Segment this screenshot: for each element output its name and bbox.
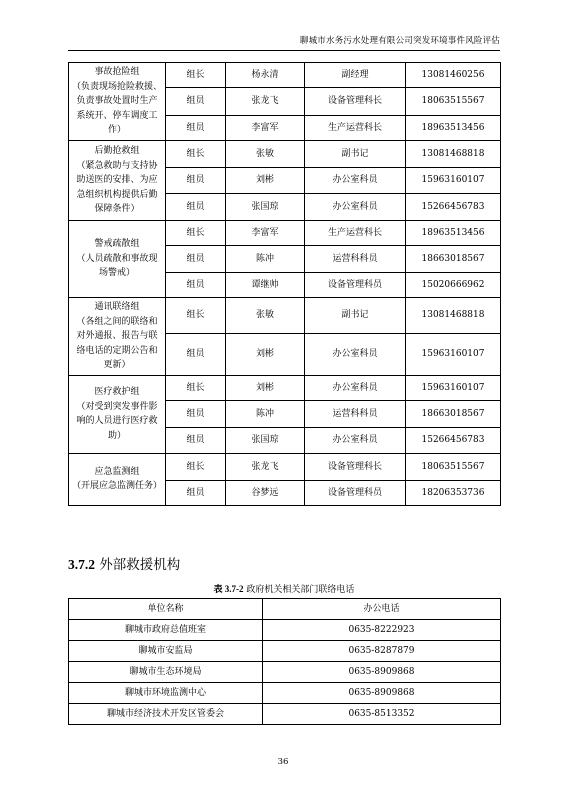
group-name-cell bbox=[69, 220, 166, 297]
member-title-cell: 办公室科员 bbox=[305, 333, 406, 375]
table-row bbox=[69, 297, 501, 333]
group-name-line: 助） bbox=[107, 431, 126, 442]
member-phone-cell: 15266456783 bbox=[406, 427, 501, 453]
table-row bbox=[69, 453, 501, 480]
member-phone-cell: 15963160107 bbox=[406, 167, 501, 193]
member-name-cell: 刘彬 bbox=[226, 167, 305, 193]
member-title-cell: 设备管理科长 bbox=[305, 88, 406, 115]
group-name-line: 响的人员进行医疗救 bbox=[76, 416, 158, 427]
member-title-cell: 副书记 bbox=[305, 140, 406, 167]
member-role-cell: 组员 bbox=[166, 427, 226, 453]
table-row bbox=[69, 704, 501, 725]
member-name-cell: 陈冲 bbox=[226, 245, 305, 272]
contact-unit-cell: 聊城市环境监测中心 bbox=[69, 683, 263, 704]
table-row bbox=[69, 620, 501, 641]
group-name-line: （人员疏散和事故现 bbox=[76, 253, 158, 264]
group-name-line: 应急监测组 bbox=[94, 466, 140, 477]
group-name-line: 负责事故处置时生产 bbox=[76, 96, 158, 107]
member-title-cell: 办公室科员 bbox=[305, 375, 406, 400]
group-name-cell bbox=[69, 140, 166, 220]
table-caption-text: 政府机关相关部门联络电话 bbox=[246, 585, 355, 595]
group-name-cell bbox=[69, 63, 166, 141]
group-name-line: （对受到突发事件影 bbox=[76, 401, 158, 412]
contact-phone-cell: 0635-8287879 bbox=[263, 641, 501, 662]
member-role-cell: 组员 bbox=[166, 333, 226, 375]
group-name-line: 保障条件） bbox=[94, 204, 140, 215]
member-name-cell: 李富军 bbox=[226, 220, 305, 245]
member-role-cell: 组员 bbox=[166, 88, 226, 115]
group-name-line: 急组织机构提供后勤 bbox=[76, 189, 158, 200]
member-role-cell: 组长 bbox=[166, 297, 226, 333]
page-number: 36 bbox=[277, 757, 289, 767]
section-heading bbox=[68, 556, 180, 574]
table-caption-number: 表 3.7-2 bbox=[213, 584, 244, 594]
member-phone-cell: 18963513456 bbox=[406, 115, 501, 140]
table-row bbox=[69, 220, 501, 245]
group-name-line: 警戒疏散组 bbox=[94, 239, 140, 250]
member-title-cell: 办公室科员 bbox=[305, 427, 406, 453]
member-role-cell: 组员 bbox=[166, 400, 226, 427]
group-name-line: 对外通报、报告与联 bbox=[76, 331, 158, 342]
table-row bbox=[69, 375, 501, 400]
group-name-line: （各组之间的联络和 bbox=[76, 316, 158, 327]
column-header-phone: 办公电话 bbox=[263, 599, 501, 620]
member-role-cell: 组员 bbox=[166, 245, 226, 272]
section-number: 3.7.2 bbox=[68, 557, 95, 572]
group-name-line: 后勤抢救组 bbox=[94, 145, 140, 156]
member-title-cell: 办公室科员 bbox=[305, 167, 406, 193]
member-name-cell: 谭继帅 bbox=[226, 272, 305, 297]
member-name-cell: 李富军 bbox=[226, 115, 305, 140]
member-title-cell: 副书记 bbox=[305, 297, 406, 333]
member-role-cell: 组员 bbox=[166, 115, 226, 140]
group-name-line: （紧急救助与支持协 bbox=[76, 160, 158, 171]
group-name-line: 场警戒） bbox=[98, 268, 135, 279]
member-phone-cell: 15020666962 bbox=[406, 272, 501, 297]
member-role-cell: 组员 bbox=[166, 193, 226, 220]
member-title-cell: 办公室科员 bbox=[305, 193, 406, 220]
member-name-cell: 张龙飞 bbox=[226, 88, 305, 115]
member-phone-cell: 18663018567 bbox=[406, 245, 501, 272]
member-phone-cell: 18063515567 bbox=[406, 453, 501, 480]
contact-unit-cell: 聊城市生态环境局 bbox=[69, 662, 263, 683]
contact-phone-cell: 0635-8909868 bbox=[263, 683, 501, 704]
member-phone-cell: 13081460256 bbox=[406, 63, 501, 88]
group-name-line: 助送医的安排、为应 bbox=[76, 175, 158, 186]
member-name-cell: 张龙飞 bbox=[226, 453, 305, 480]
member-title-cell: 运营科科员 bbox=[305, 245, 406, 272]
group-name-line: 作） bbox=[107, 125, 126, 136]
member-title-cell: 设备管理科员 bbox=[305, 480, 406, 505]
group-name-line: 医疗救护组 bbox=[94, 387, 140, 398]
member-phone-cell: 18963513456 bbox=[406, 220, 501, 245]
member-name-cell: 陈冲 bbox=[226, 400, 305, 427]
column-header-unit: 单位名称 bbox=[69, 599, 263, 620]
page-header: 聊城市水务污水处理有限公司突发环境事件风险评估 bbox=[68, 32, 500, 51]
table-row bbox=[69, 140, 501, 167]
member-phone-cell: 18206353736 bbox=[406, 480, 501, 505]
group-name-cell bbox=[69, 297, 166, 375]
member-name-cell: 刘彬 bbox=[226, 375, 305, 400]
group-name-line: （开展应急监测任务） bbox=[71, 481, 162, 492]
member-role-cell: 组员 bbox=[166, 272, 226, 297]
member-name-cell: 张国琼 bbox=[226, 193, 305, 220]
contact-unit-cell: 聊城市安监局 bbox=[69, 641, 263, 662]
member-role-cell: 组员 bbox=[166, 480, 226, 505]
contact-phone-cell: 0635-8513352 bbox=[263, 704, 501, 725]
group-name-line: 系统开、停车调度工 bbox=[76, 110, 158, 121]
table-header-row bbox=[69, 599, 501, 620]
member-name-cell: 刘彬 bbox=[226, 333, 305, 375]
member-role-cell: 组长 bbox=[166, 63, 226, 88]
group-name-line: 通讯联络组 bbox=[94, 301, 140, 312]
table-row bbox=[69, 683, 501, 704]
contact-phone-cell: 0635-8909868 bbox=[263, 662, 501, 683]
table-row bbox=[69, 641, 501, 662]
group-name-line: （负责现场抢险救援、 bbox=[71, 81, 162, 92]
member-title-cell: 运营科科员 bbox=[305, 400, 406, 427]
member-name-cell: 谷梦远 bbox=[226, 480, 305, 505]
group-name-line: 更新） bbox=[103, 360, 131, 371]
member-role-cell: 组长 bbox=[166, 375, 226, 400]
group-name-cell bbox=[69, 375, 166, 453]
member-name-cell: 张敏 bbox=[226, 140, 305, 167]
member-phone-cell: 15266456783 bbox=[406, 193, 501, 220]
member-phone-cell: 13081468818 bbox=[406, 297, 501, 333]
member-title-cell: 生产运营科长 bbox=[305, 115, 406, 140]
member-role-cell: 组员 bbox=[166, 167, 226, 193]
member-role-cell: 组长 bbox=[166, 140, 226, 167]
contact-unit-cell: 聊城市经济技术开发区管委会 bbox=[69, 704, 263, 725]
group-name-line: 事故抢险组 bbox=[94, 67, 140, 77]
group-name-line: 络电话的定期公告和 bbox=[76, 345, 158, 356]
member-name-cell: 张敏 bbox=[226, 297, 305, 333]
section-title: 外部救援机构 bbox=[99, 557, 181, 573]
member-phone-cell: 13081468818 bbox=[406, 140, 501, 167]
contact-unit-cell: 聊城市政府总值班室 bbox=[69, 620, 263, 641]
member-name-cell: 张国琼 bbox=[226, 427, 305, 453]
group-name-cell bbox=[69, 453, 166, 505]
member-phone-cell: 15963160107 bbox=[406, 375, 501, 400]
member-role-cell: 组长 bbox=[166, 220, 226, 245]
member-title-cell: 副经理 bbox=[305, 63, 406, 88]
member-role-cell: 组长 bbox=[166, 453, 226, 480]
member-name-cell: 杨永清 bbox=[226, 63, 305, 88]
emergency-team-table bbox=[68, 62, 501, 506]
table-caption bbox=[68, 582, 500, 597]
member-title-cell: 设备管理科员 bbox=[305, 272, 406, 297]
member-title-cell: 生产运营科长 bbox=[305, 220, 406, 245]
table-row bbox=[69, 662, 501, 683]
government-contacts-table bbox=[68, 598, 501, 725]
member-phone-cell: 15963160107 bbox=[406, 333, 501, 375]
table-row bbox=[69, 63, 501, 88]
member-phone-cell: 18063515567 bbox=[406, 88, 501, 115]
contact-phone-cell: 0635-8222923 bbox=[263, 620, 501, 641]
member-title-cell: 设备管理科长 bbox=[305, 453, 406, 480]
member-phone-cell: 18663018567 bbox=[406, 400, 501, 427]
